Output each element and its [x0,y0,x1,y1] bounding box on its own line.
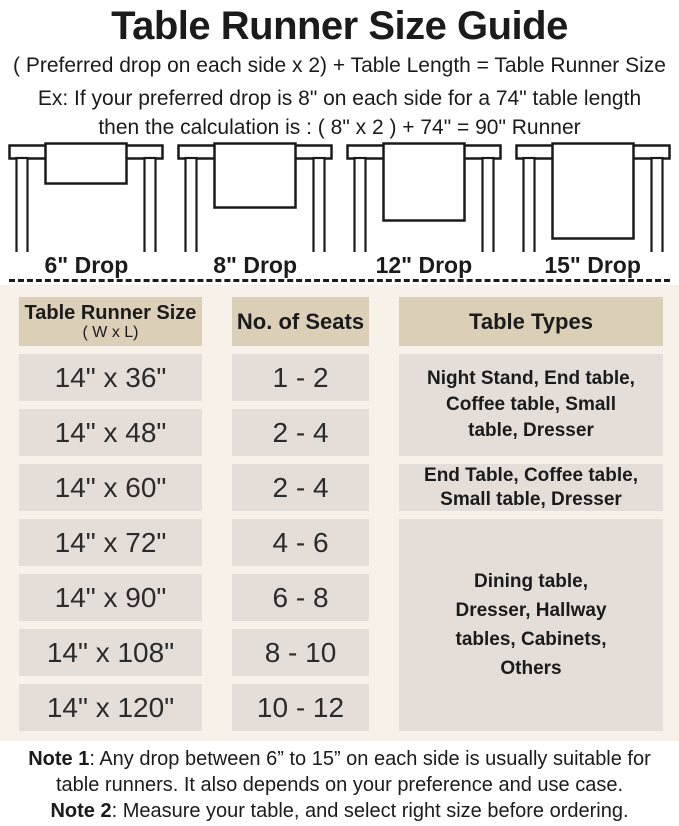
seats-cell: 8 - 10 [232,629,369,676]
table-runner-diagram-icon [172,142,338,252]
seats-cell: 6 - 8 [232,574,369,621]
drop-label: 15" Drop [544,252,641,278]
size-cell: 14" x 36" [19,354,202,401]
size-cell: 14" x 120" [19,684,202,731]
col-header-size [19,297,202,346]
note-1-label: Note 1 [28,748,90,770]
drop-label: 6" Drop [44,252,129,278]
note-1-text: : Any drop between 6” to 15” on each side is usually suitable for table runners. It also depends on your preference and use case. [55,748,651,796]
example-line-1: Ex: If your preferred drop is 8" on each side for a 74" table length [37,87,642,110]
table-runner-diagram-icon [3,142,169,252]
col-header-seats: No. of Seats [232,297,369,346]
size-table-section [0,285,679,741]
formula-line: ( Preferred drop on each side x 2) + Table Length = Table Runner Size [13,54,666,77]
seats-cell: 2 - 4 [232,464,369,511]
col-header-types: Table Types [399,297,663,346]
page-title: Table Runner Size Guide [111,4,568,48]
drop-label: 8" Drop [213,252,297,278]
notes-section [0,746,679,824]
note-2 [10,798,670,824]
table-illustration-12in [340,142,509,278]
table-illustration-8in [171,142,340,278]
table-illustration-6in [2,142,171,278]
example-line-2: then the calculation is : ( 8" x 2 ) + 74" = 90" Runner [98,116,581,139]
size-cell: 14" x 72" [19,519,202,566]
size-cell: 14" x 60" [19,464,202,511]
types-cell-group-1 [399,354,663,456]
table-runner-diagram-icon [341,142,507,252]
note-1 [14,746,666,798]
size-table [19,297,663,731]
types-text: Dining table, Dresser, Hallway tables, Cabinets, Others [455,571,607,679]
types-text: Night Stand, End table, Coffee table, Small table, Dresser [427,368,635,441]
seats-cell: 1 - 2 [232,354,369,401]
size-cell: 14" x 48" [19,409,202,456]
note-2-text: : Measure your table, and select right size before ordering. [111,800,629,822]
table-illustration-15in [508,142,677,278]
dashed-divider [9,279,670,282]
col-header-size-title: Table Runner Size [24,301,197,324]
note-2-label: Note 2 [50,800,112,822]
seats-cell: 4 - 6 [232,519,369,566]
seats-cell: 2 - 4 [232,409,369,456]
header-section [0,0,679,141]
types-cell-group-2 [399,464,663,511]
table-runner-diagram-icon [510,142,676,252]
types-text: End Table, Coffee table, Small table, Dresser [424,464,638,510]
seats-cell: 10 - 12 [232,684,369,731]
size-cell: 14" x 108" [19,629,202,676]
size-cell: 14" x 90" [19,574,202,621]
drop-label: 12" Drop [375,252,473,278]
col-header-size-subtitle: ( W x L) [82,323,139,341]
drop-illustrations [0,141,679,278]
types-cell-group-3 [399,519,663,731]
